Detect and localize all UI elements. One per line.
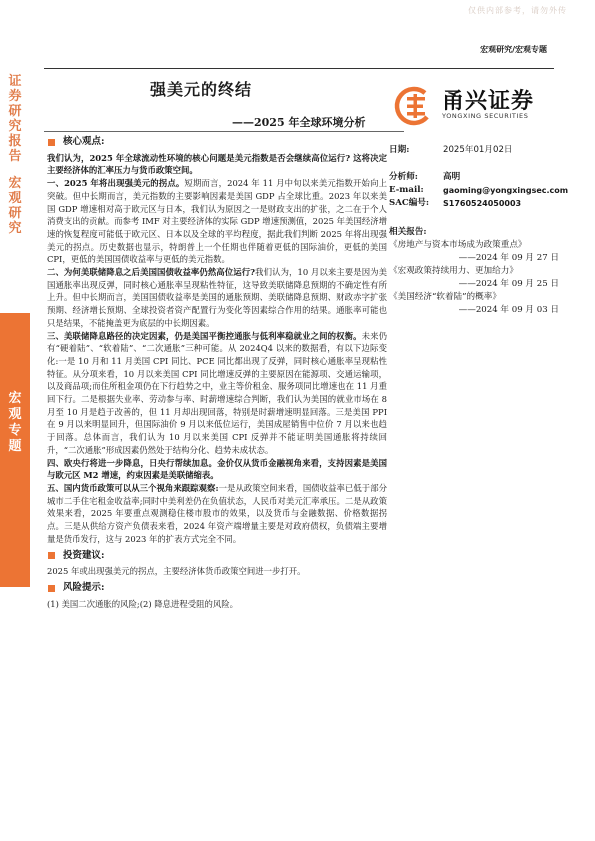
advice-text: 2025 年或出现强美元的拐点，主要经济体货币政策空间进一步打开。 — [47, 566, 306, 577]
company-logo — [394, 82, 564, 130]
divider — [44, 131, 404, 132]
logo-mark-icon — [394, 84, 438, 128]
bullet-square-icon — [48, 585, 55, 592]
sidebar-label-report: 证 券 研 究 报 告 — [8, 74, 22, 164]
divider — [44, 68, 554, 69]
core-heading: 核心观点: — [47, 136, 387, 149]
bullet-square-icon — [48, 552, 55, 559]
related-report-date: ——2024 年 09 月 25 日 — [458, 279, 559, 289]
page-subtitle: ——2025 年全球环境分析 — [232, 116, 366, 129]
page-title: 强美元的终结 — [150, 80, 253, 99]
sac-row — [389, 197, 559, 210]
risk-heading: 风险提示: — [47, 582, 387, 595]
report-info — [389, 144, 569, 317]
analyst-name: 高明 — [443, 172, 461, 182]
sidebar-band — [0, 313, 30, 587]
sidebar-label-research: 宏 观 研 究 — [8, 176, 22, 236]
email-row — [389, 184, 569, 197]
risk-text: (1) 美国二次通胀的风险;(2) 降息进程受阻的风险。 — [47, 598, 238, 609]
report-type: 宏观研究/宏观专题 — [480, 45, 547, 54]
logo-name-en: YONGXING SECURITIES — [442, 112, 529, 120]
bullet-square-icon — [48, 139, 55, 146]
email-label: E-mail: — [389, 185, 424, 195]
related-report-date: ——2024 年 09 月 03 日 — [458, 305, 559, 315]
core-point: 四、欧央行将进一步降息，日央行帮续加息。金价仅从货币金融视角来看，支持因素是美国与欧元区 M2 增速，约束因素是美联储缩表。 — [47, 457, 387, 481]
advice-heading: 投资建议: — [47, 550, 387, 563]
core-point: 五、国内货币政策可以从三个视角来跟踪观察:一是从政策空间来看，国债收益率已低于部分城市二手住宅租金收益率;同时中美利差仍在负值状态，人民币对美元汇率承压。二是从政策效果来看，2025 年要重点观测稳住楼市股市的效果，以及货币与金融数据、价格数据拐点。三是从供给方资产负债表来看，2024 年资产端增量主要是对政府债权，负债端主要增量是货币发行，这与 2023 年的扩表方式完全不同。 — [47, 482, 387, 544]
sac-label: SAC编号: — [389, 198, 430, 208]
core-point: 一、2025 年将出现强美元的拐点。短期而言，2024 年 11 月中旬以来美元指数开始向上突破。但中长期而言，美元指数的主要影响因素是美国 GDP 占全球比重。2023 年以来美国 GDP 增速相对高于欧元区与日本，我们认为原因之一是财政支出的扩张，之二在于个人消费支出的贡献。而参考 IMF 对主要经济体的实际 GDP 增速预测值，2025 年美国经济增速的恢复程度可能低于欧元区、日本以及全球的平均程度，据此我们判断 2025 年将出现强美元的拐点。历史数据也显示，特朗普上一个任期也伴随着更低的国际油价，更低的美国 CPI，更低的美国国债收益率与更低的美元指数。 — [47, 178, 387, 265]
related-report-title[interactable]: 《宏观政策持续用力、更加给力》 — [389, 266, 518, 276]
core-intro: 我们认为，2025 年全球流动性环境的核心问题是美元指数是否会继续高位运行? 这将决定主要经济体的汇率压力与货币政策空间。 — [47, 152, 387, 176]
logo-name: 甬兴证券 — [442, 89, 535, 114]
sidebar-label-topic: 宏 观 专 题 — [8, 391, 22, 454]
date-value: 2025年01月02日 — [443, 145, 513, 155]
related-report-date: ——2024 年 09 月 27 日 — [458, 253, 559, 263]
related-report-title[interactable]: 《房地产与资本市场成为政策重点》 — [389, 240, 527, 250]
date-label: 日期: — [389, 145, 410, 155]
analyst-row — [389, 171, 559, 184]
core-point: 二、为何美联储降息之后美国国债收益率仍然高位运行?我们认为，10 月以来主要是因为美国通胀率出现反弹，同时核心通胀率呈现粘性特征，这导致美联储降息预期的不确定性有所上升。但中长期而言，美国国债收益率是美国的通胀预期、美联储降息预期、财政赤字扩张预期、经济增长预期、全球投资者资产配置行为变化等因素综合作用的结果。通胀率可能也只是结果，不能掩盖更为底层的中长期因素。 — [47, 267, 387, 328]
date-row — [389, 144, 559, 157]
analyst-label: 分析师: — [389, 172, 418, 182]
sac-value: S1760524050003 — [443, 199, 522, 208]
email-link[interactable]: gaoming@yongxingsec.com — [443, 186, 569, 195]
related-reports-heading: 相关报告: — [389, 227, 427, 237]
core-point: 三、美联储降息路径的决定因素，仍是美国平衡控通胀与低利率稳就业之间的权衡。未来仍有“硬着陆”、“软着陆”、“二次通胀”三种可能。从 2024Q4 以来的数据看，有以下边际变化:一是 10 月和 11 月美国 CPI 同比、PCE 同比都出现了反弹，同时核心通胀率呈现粘性特征。从分项来看，10 月以来美国 CPI 同比增速反弹的主要原因在能源项、交通运输项，以及商品项;而住所租金项仍在下行趋势之中，业主等价租金、服务项同比增速也在 11 月重回下行。二是根据失业率、劳动参与率、时薪增速综合判断，我们认为美国的就业市场在 8 月至 10 月是趋于改善的，但 11 月却出现回落，特别是时薪增速明显回落。三是美国 PPI 在 9 月以来明显回升，但国际油价 9 月以来低位运行，美国成屋销售中位价 7 月以来也趋于回落。总体而言，我们认为 10 月以来美国 CPI 反弹并不能证明美国通胀将持续回升，“二次通胀”形成因素仍然处于结构分化、趋势未成状态。 — [47, 330, 388, 455]
main-content — [47, 134, 387, 610]
sidebar-category — [0, 72, 30, 316]
related-report-title[interactable]: 《美国经济“软着陆”的概率》 — [389, 292, 501, 302]
watermark: 仅供内部参考，请勿外传 — [468, 6, 567, 15]
